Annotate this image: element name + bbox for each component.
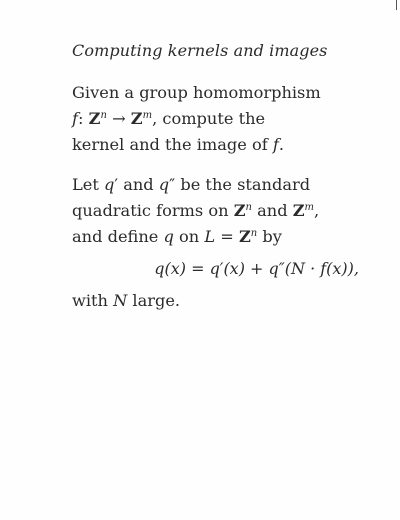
exponent-n: n [100, 110, 107, 121]
integers-symbol: Z [88, 109, 101, 128]
symbol-f: f [272, 135, 279, 154]
equals: = [215, 227, 239, 246]
integers-symbol: Z [238, 227, 251, 246]
exponent-m: m [142, 110, 153, 121]
p1-line1: Given a group homomorphism [72, 83, 321, 102]
arrow-symbol: → [112, 109, 126, 128]
integers-symbol: Z [233, 201, 246, 220]
text-and-define: and define [72, 227, 164, 246]
text-let: Let [72, 175, 104, 194]
integers-symbol: Z [292, 201, 305, 220]
text-on: on [173, 227, 205, 246]
comma: , [314, 201, 320, 220]
p1-line2-tail: , compute the [152, 109, 266, 128]
integers-symbol: Z [130, 109, 143, 128]
paragraph-homomorphism [72, 80, 377, 158]
symbol-N: N [113, 291, 128, 310]
symbol-q: q [158, 175, 170, 194]
exponent-n: n [245, 202, 252, 213]
page-edge-mark [396, 0, 397, 10]
text-by: by [257, 227, 282, 246]
exponent-n: n [250, 228, 258, 239]
p1-line3: kernel and the image of [72, 135, 273, 154]
text-block [72, 40, 377, 328]
section-title: Computing kernels and images [72, 41, 328, 60]
display-formula: q(x) = q′(x) + q″(N · f(x)), [154, 259, 359, 278]
map-colon: : [78, 109, 84, 128]
text-and: and [251, 201, 293, 220]
text-large: large. [127, 291, 181, 310]
text-with: with [72, 291, 114, 310]
paragraph-quadratic-forms [72, 172, 377, 314]
exponent-m: m [304, 202, 315, 213]
text-quadratic-forms: quadratic forms on [72, 201, 234, 220]
symbol-L: L [204, 227, 216, 246]
prime: ′ [114, 175, 119, 194]
text-be-standard: be the standard [175, 175, 311, 194]
symbol-q: q [103, 175, 115, 194]
symbol-q: q [163, 227, 174, 246]
text-and: and [118, 175, 159, 194]
period: . [278, 135, 284, 154]
map-symbol-f: f [72, 109, 78, 128]
double-prime: ″ [169, 175, 176, 194]
